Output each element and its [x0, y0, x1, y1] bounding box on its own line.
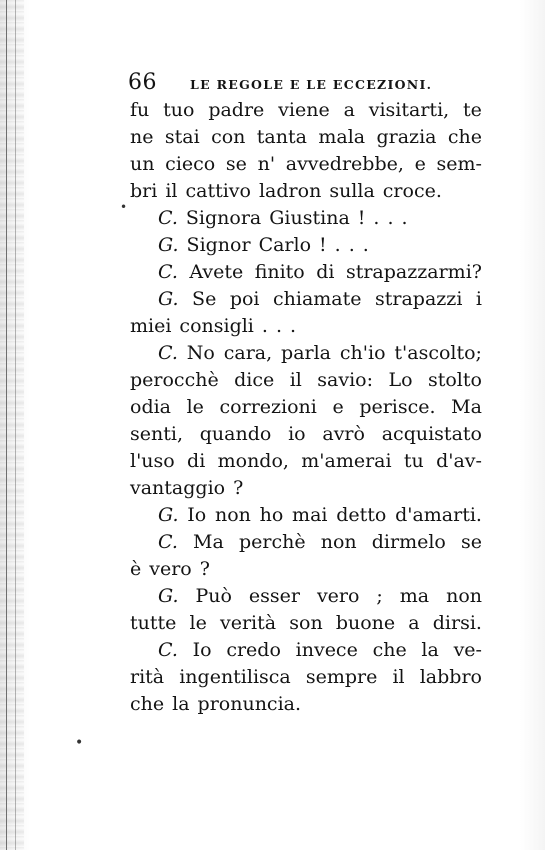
speaker-label: C. [158, 261, 178, 283]
word: il [165, 180, 178, 202]
text-line [130, 232, 482, 259]
speaker-label: C. [158, 531, 178, 553]
text-line [130, 637, 482, 664]
word: cieco [165, 153, 216, 175]
word: m'amerai [301, 450, 392, 472]
word: vero [149, 558, 192, 580]
word: vero [316, 585, 360, 607]
text-line [130, 664, 482, 691]
running-head: LE REGOLE E LE ECCEZIONI. [190, 77, 433, 92]
word: l'uso [130, 450, 175, 472]
word: Giustina [269, 207, 350, 229]
text-line [130, 556, 482, 583]
word: io [288, 423, 306, 445]
word: miei [130, 315, 172, 337]
word: . [362, 234, 369, 256]
word: Lo [388, 369, 413, 391]
word: con [211, 126, 246, 148]
word: . [289, 315, 297, 337]
word: Se [192, 288, 217, 310]
word: non [320, 531, 357, 553]
word: perisce. [359, 396, 436, 418]
word: a [408, 612, 420, 634]
speaker-label: C. [158, 639, 178, 661]
word: che [130, 693, 165, 715]
word: Signora [185, 207, 262, 229]
word: d'amarti. [395, 504, 482, 526]
word: bri [130, 180, 158, 202]
text-line [130, 502, 482, 529]
word: cara, [223, 342, 273, 364]
word: te [463, 99, 482, 121]
stray-mark: • [75, 735, 84, 751]
text-line [130, 286, 482, 313]
page-number: 66 [128, 70, 157, 95]
word: finito [254, 261, 305, 283]
word: odia [130, 396, 172, 418]
word: il [392, 666, 405, 688]
word: t'ascolto; [394, 342, 482, 364]
text-line [130, 421, 482, 448]
word: che [372, 639, 407, 661]
text-line [130, 448, 482, 475]
word: le [186, 396, 204, 418]
speaker-label: G. [158, 504, 179, 526]
text-line [130, 610, 482, 637]
word: vantaggio [130, 477, 226, 499]
word: dirmelo [371, 531, 446, 553]
word: ! [319, 234, 327, 256]
word: tuo [163, 99, 195, 121]
speaker-label: G. [158, 234, 179, 256]
word: è [130, 558, 142, 580]
text-line [130, 313, 482, 340]
speaker-label: C. [158, 207, 178, 229]
word: ingentilisca [179, 666, 291, 688]
speaker-label: G. [158, 585, 179, 607]
word: dice [234, 369, 275, 391]
word: son [289, 612, 323, 634]
word: tanta [256, 126, 307, 148]
word: . [261, 315, 268, 337]
word: cattivo [185, 180, 251, 202]
word: di [187, 450, 206, 472]
text-line [130, 340, 482, 367]
text-line [130, 97, 482, 124]
binding-edge-line [15, 0, 16, 850]
word: le [189, 612, 207, 634]
binding-edge-line [6, 0, 7, 850]
word: Può [195, 585, 232, 607]
word: parla [281, 342, 332, 364]
word: croce. [382, 180, 442, 202]
word: non [446, 585, 482, 607]
word: chiamate [273, 288, 362, 310]
word: e [332, 396, 344, 418]
word: correzioni [219, 396, 317, 418]
word: verità [220, 612, 277, 634]
word: quando [199, 423, 272, 445]
word: la [172, 693, 190, 715]
text-line [130, 529, 482, 556]
word: Signor [186, 234, 251, 256]
word: grazia [376, 126, 437, 148]
speaker-label: G. [158, 288, 179, 310]
text-line [130, 205, 482, 232]
word: ? [233, 477, 244, 499]
word: ; [376, 585, 383, 607]
word: credo [226, 639, 281, 661]
word: acquistato [381, 423, 482, 445]
word: sulla [329, 180, 375, 202]
word: n' [257, 153, 276, 175]
binding-gutter [0, 0, 24, 850]
word: di [316, 261, 335, 283]
word: . [401, 207, 408, 229]
word: perocchè [130, 369, 219, 391]
word: . [275, 315, 282, 337]
word: . [387, 207, 394, 229]
word: fu [130, 99, 150, 121]
text-line [130, 259, 482, 286]
text-line [130, 475, 482, 502]
word: pronuncia. [197, 693, 302, 715]
word: ! [357, 207, 366, 229]
word: se [225, 153, 247, 175]
stray-mark: • [120, 200, 128, 214]
speaker-label: C. [158, 342, 178, 364]
word: padre [208, 99, 265, 121]
text-line [130, 178, 482, 205]
word: a [343, 99, 355, 121]
word: perchè [238, 531, 306, 553]
word: viene [278, 99, 330, 121]
word: un [130, 153, 155, 175]
word: d'av- [436, 450, 482, 472]
word: Ma [193, 531, 224, 553]
word: visitarti, [368, 99, 450, 121]
word: rità [130, 666, 165, 688]
word: avvedrebbe, [285, 153, 404, 175]
word: sempre [305, 666, 378, 688]
word: la [421, 639, 439, 661]
word: ladron [258, 180, 322, 202]
text-line [130, 124, 482, 151]
text-line [130, 394, 482, 421]
word: savio: [317, 369, 374, 391]
word: . [373, 207, 380, 229]
word: che [447, 126, 482, 148]
word: ne [130, 126, 154, 148]
word: Io [192, 639, 212, 661]
word: Ma [451, 396, 482, 418]
word: se [460, 531, 482, 553]
word: ? [199, 558, 210, 580]
word: No [186, 342, 215, 364]
text-line [130, 583, 482, 610]
text-line [130, 151, 482, 178]
word: Carlo [258, 234, 312, 256]
word: stolto [427, 369, 482, 391]
word: i [475, 288, 482, 310]
text-line [130, 367, 482, 394]
word: strapazzarmi? [345, 261, 482, 283]
word: . [348, 234, 355, 256]
word: senti, [130, 423, 183, 445]
word: stai [164, 126, 200, 148]
word: buone [335, 612, 396, 634]
word: Avete [189, 261, 244, 283]
word: consigli [179, 315, 254, 337]
word: tu [403, 450, 424, 472]
word: detto [336, 504, 387, 526]
word: strapazzi [375, 288, 463, 310]
page-header [128, 70, 468, 96]
word: ho [259, 504, 284, 526]
word: avrò [322, 423, 365, 445]
word: mala [318, 126, 366, 148]
word: mai [292, 504, 328, 526]
word: sem- [436, 153, 482, 175]
word: esser [248, 585, 300, 607]
word: il [289, 369, 302, 391]
word: poi [229, 288, 260, 310]
word: . [334, 234, 341, 256]
word: ch'io [339, 342, 386, 364]
word: mondo, [217, 450, 289, 472]
text-line [130, 691, 482, 718]
word: non [214, 504, 251, 526]
word: ma [399, 585, 430, 607]
word: labbro [419, 666, 482, 688]
word: invece [295, 639, 358, 661]
word: ve- [453, 639, 482, 661]
word: e [414, 153, 426, 175]
word: Io [187, 504, 207, 526]
body-text [130, 97, 482, 718]
word: dirsi. [432, 612, 482, 634]
word: tutte [130, 612, 177, 634]
